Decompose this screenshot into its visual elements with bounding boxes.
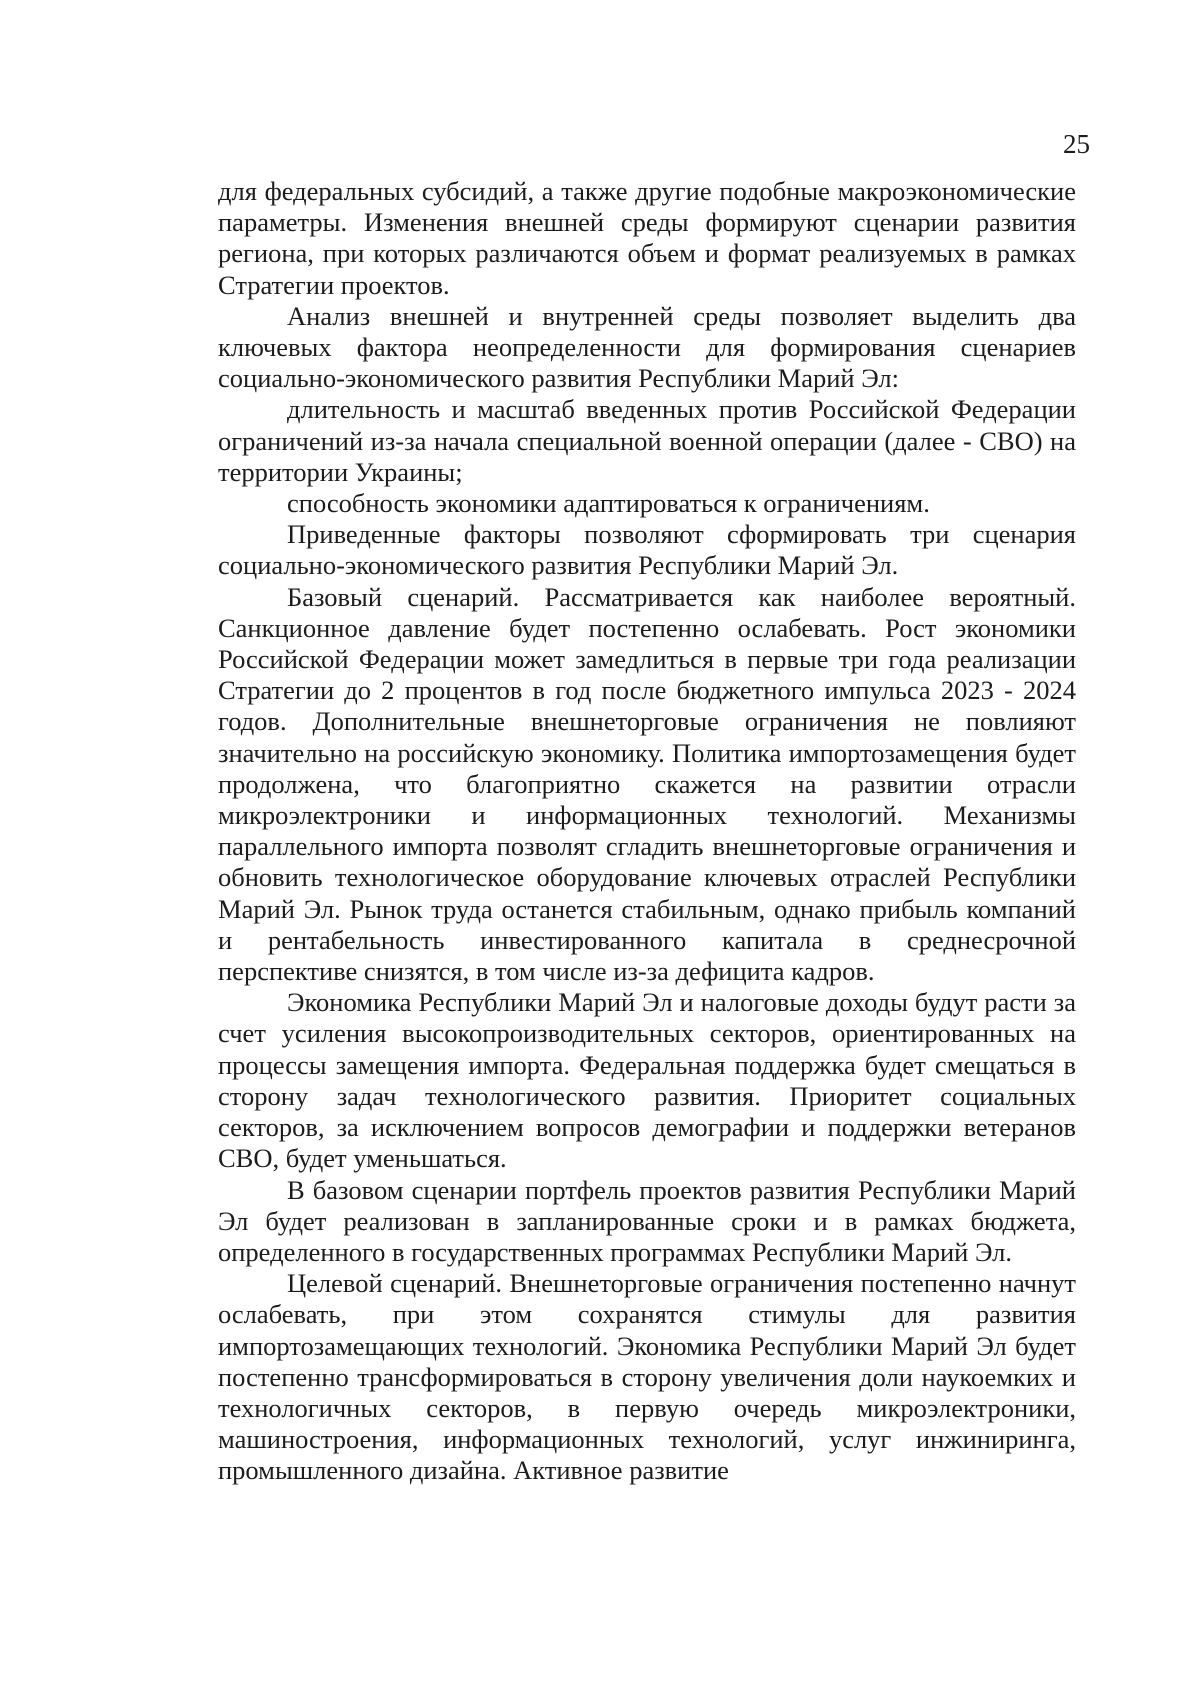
document-body — [218, 176, 1076, 1487]
paragraph-project-portfolio: В базовом сценарии портфель проектов развития Республики Марий Эл будет реализован в запланированные сроки и в рамках бюджета, определенного в государственных программах Республики Марий Эл. — [218, 1174, 1076, 1267]
page-number: 25 — [1063, 129, 1090, 159]
paragraph-three-scenarios: Приведенные факторы позволяют сформировать три сценария социально-экономического развития Республики Марий Эл. — [218, 519, 1076, 581]
paragraph-continuation: для федеральных субсидий, а также другие подобные макроэкономические параметры. Изменения внешней среды формируют сценарии развития региона, при которых различаются объем и формат реализуемых в рамках Стратегии проектов. — [218, 176, 1076, 300]
paragraph-base-scenario: Базовый сценарий. Рассматривается как наиболее вероятный. Санкционное давление будет постепенно ослабевать. Рост экономики Российской Федерации может замедлиться в первые три года реализации Стратегии до 2 процентов в год после бюджетного импульса 2023 - 2024 годов. Дополнительные внешнеторговые ограничения не повлияют значительно на российскую экономику. Политика импортозамещения будет продолжена, что благоприятно скажется на развитии отрасли микроэлектроники и информационных технологий. Механизмы параллельного импорта позволят сгладить внешнеторговые ограничения и обновить технологическое оборудование ключевых отраслей Республики Марий Эл. Рынок труда останется стабильным, однако прибыль компаний и рентабельность инвестированного капитала в среднесрочной перспективе снизятся, в том числе из-за дефицита кадров. — [218, 581, 1076, 987]
paragraph-target-scenario: Целевой сценарий. Внешнеторговые ограничения постепенно начнут ослабевать, при этом сохранятся стимулы для развития импортозамещающих технологий. Экономика Республики Марий Эл будет постепенно трансформироваться в сторону увеличения доли наукоемких и технологичных секторов, в первую очередь микроэлектроники, машиностроения, информационных технологий, услуг инжиниринга, промышленного дизайна. Активное развитие — [218, 1268, 1076, 1486]
paragraph-economy-growth: Экономика Республики Марий Эл и налоговые доходы будут расти за счет усиления высокопроизводительных секторов, ориентированных на процессы замещения импорта. Федеральная поддержка будет смещаться в сторону задач технологического развития. Приоритет социальных секторов, за исключением вопросов демографии и поддержки ветеранов СВО, будет уменьшаться. — [218, 987, 1076, 1174]
paragraph-uncertainty-factors: Анализ внешней и внутренней среды позволяет выделить два ключевых фактора неопределенности для формирования сценариев социально-экономического развития Республики Марий Эл: — [218, 300, 1076, 394]
paragraph-factor-adaptation: способность экономики адаптироваться к ограничениям. — [287, 488, 930, 519]
paragraph-factor-sanctions: длительность и масштаб введенных против Российской Федерации ограничений из-за начала специальной военной операции (далее - СВО) на территории Украины; — [218, 394, 1076, 487]
